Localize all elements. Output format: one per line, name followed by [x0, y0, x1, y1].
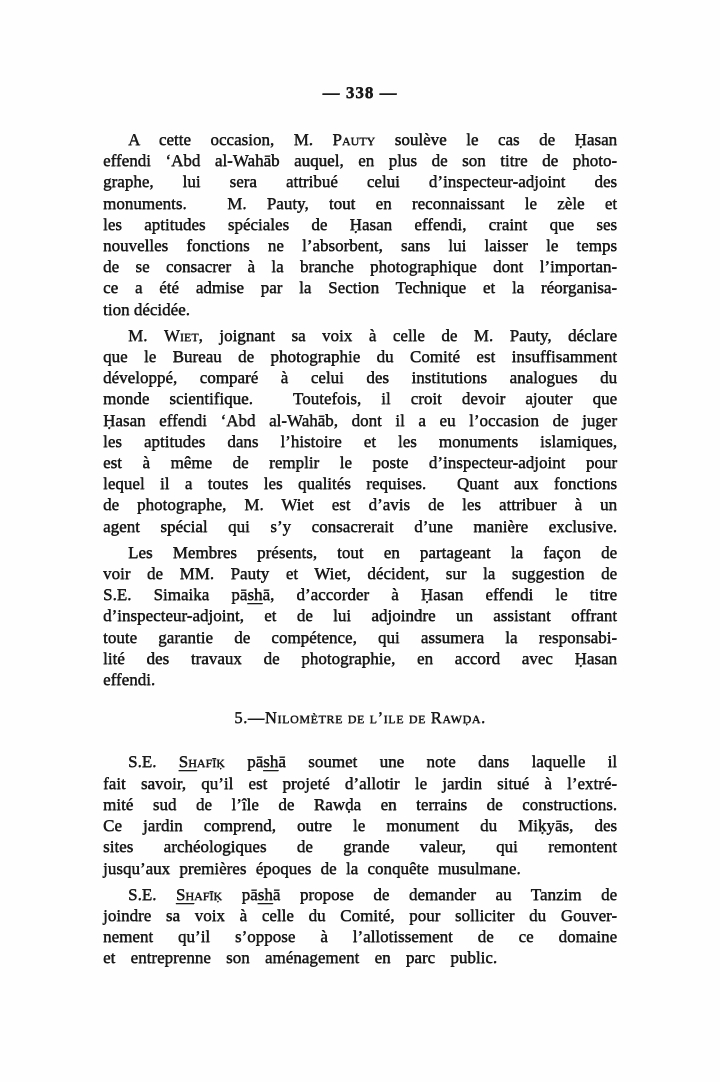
- text-line: effendi.: [103, 670, 156, 690]
- text-line: que le Bureau de photographie du Comité est insuffisamment: [103, 347, 617, 367]
- text-line: voir de MM. Pauty et Wiet, décident, sur la suggestion de: [103, 564, 617, 584]
- text-line: mité sud de l’île de Rawḍa en terrains de constructions.: [103, 794, 617, 814]
- small-caps-name: Shafīḳ: [175, 884, 223, 904]
- text-line: de photographe, M. Wiet est d’avis de les attribuer à un: [103, 495, 617, 515]
- text-line: joindre sa voix à celle du Comité, pour solliciter du Gouver-: [103, 905, 617, 925]
- underlined-text: Sh: [175, 884, 195, 904]
- text-line: monuments. M. Pauty, tout en reconnaissant le zèle et: [103, 193, 617, 213]
- underlined-text: sh: [263, 752, 279, 772]
- text-line: les aptitudes spéciales de Ḥasan effendi, craint que ses: [103, 214, 617, 234]
- text-line: de se consacrer à la branche photographique dont l’importan-: [103, 257, 617, 277]
- underlined-text: sh: [247, 585, 263, 605]
- text-line: lité des travaux de photographie, en accord avec Ḥasan: [103, 648, 617, 668]
- text-line: ce a été admise par la Section Technique et la réorganisa-: [103, 278, 617, 298]
- text-line: S.E. Simaika pāshā, d’accorder à Ḥasan effendi le titre: [103, 585, 617, 605]
- text-line: Ce jardin comprend, outre le monument du Miḳyās, des: [103, 816, 617, 836]
- text-line: S.E. Shafīḳ pāshā propose de demander au Tanzim de: [128, 884, 618, 904]
- heading-line: 5.—Nilomètre de l’ile de Rawḍa.: [234, 708, 486, 728]
- text-line: A cette occasion, M. Pauty soulève le cas de Ḥasan: [128, 130, 617, 149]
- text-line: nouvelles fonctions ne l’absorbent, sans lui laisser le temps: [103, 236, 617, 256]
- text-line: Ḥasan effendi ‘Abd al-Wahāb, dont il a eu l’occasion de juger: [103, 410, 617, 430]
- page-number: — 338 —: [322, 83, 398, 102]
- text-line: d’inspecteur-adjoint, et de lui adjoindre un assistant offrant: [103, 606, 617, 626]
- text-line: toute garantie de compétence, qui assumera la responsabi-: [103, 627, 617, 647]
- text-line: monde scientifique. Toutefois, il croit devoir ajouter que: [103, 389, 617, 409]
- text-line: les aptitudes dans l’histoire et les monuments islamiques,: [103, 431, 617, 451]
- text-line: S.E. Shafīḳ pāshā soumet une note dans laquelle il: [128, 752, 618, 772]
- text-line: lequel il a toutes les qualités requises. Quant aux fonctions: [103, 474, 617, 494]
- text-line: nement qu’il s’oppose à l’allotissement de ce domaine: [103, 927, 617, 947]
- text-line: développé, comparé à celui des institutions analogues du: [103, 368, 617, 388]
- text-block: [103, 129, 617, 974]
- text-line: M. Wiet, joignant sa voix à celle de M. Pauty, déclare: [128, 325, 617, 345]
- paragraph: [103, 884, 617, 969]
- small-caps-name: Shafīḳ: [178, 752, 225, 772]
- text-line: et entreprenne son aménagement en parc public.: [103, 948, 498, 968]
- text-line: agent spécial qui s’y consacrerait d’une manière exclusive.: [103, 516, 617, 536]
- text-line: fait savoir, qu’il est projeté d’allotir le jardin situé à l’extré-: [103, 773, 617, 793]
- paragraph: [103, 751, 617, 878]
- underlined-text: Sh: [178, 752, 197, 772]
- underlined-text: sh: [257, 884, 273, 904]
- text-line: sites archéologiques de grande valeur, qui remontent: [103, 837, 617, 857]
- text-line: Les Membres présents, tout en partageant la façon de: [128, 542, 617, 562]
- section-heading: [103, 707, 617, 728]
- paragraph: [103, 325, 617, 537]
- paragraph: [103, 129, 617, 320]
- paragraph: [103, 542, 617, 690]
- small-caps-name: Pauty: [332, 130, 376, 149]
- text-line: jusqu’aux premières époques de la conquête musulmane.: [103, 858, 521, 878]
- small-caps-name: Wiet: [163, 325, 199, 345]
- text-line: graphe, lui sera attribué celui d’inspecteur-adjoint des: [103, 172, 617, 192]
- small-caps-name: Nilomètre de l’ile de Rawḍa: [264, 708, 482, 728]
- text-line: est à même de remplir le poste d’inspecteur-adjoint pour: [103, 453, 617, 473]
- text-line: tion décidée.: [103, 299, 190, 319]
- text-line: effendi ‘Abd al-Wahāb auquel, en plus de son titre de photo-: [103, 151, 617, 171]
